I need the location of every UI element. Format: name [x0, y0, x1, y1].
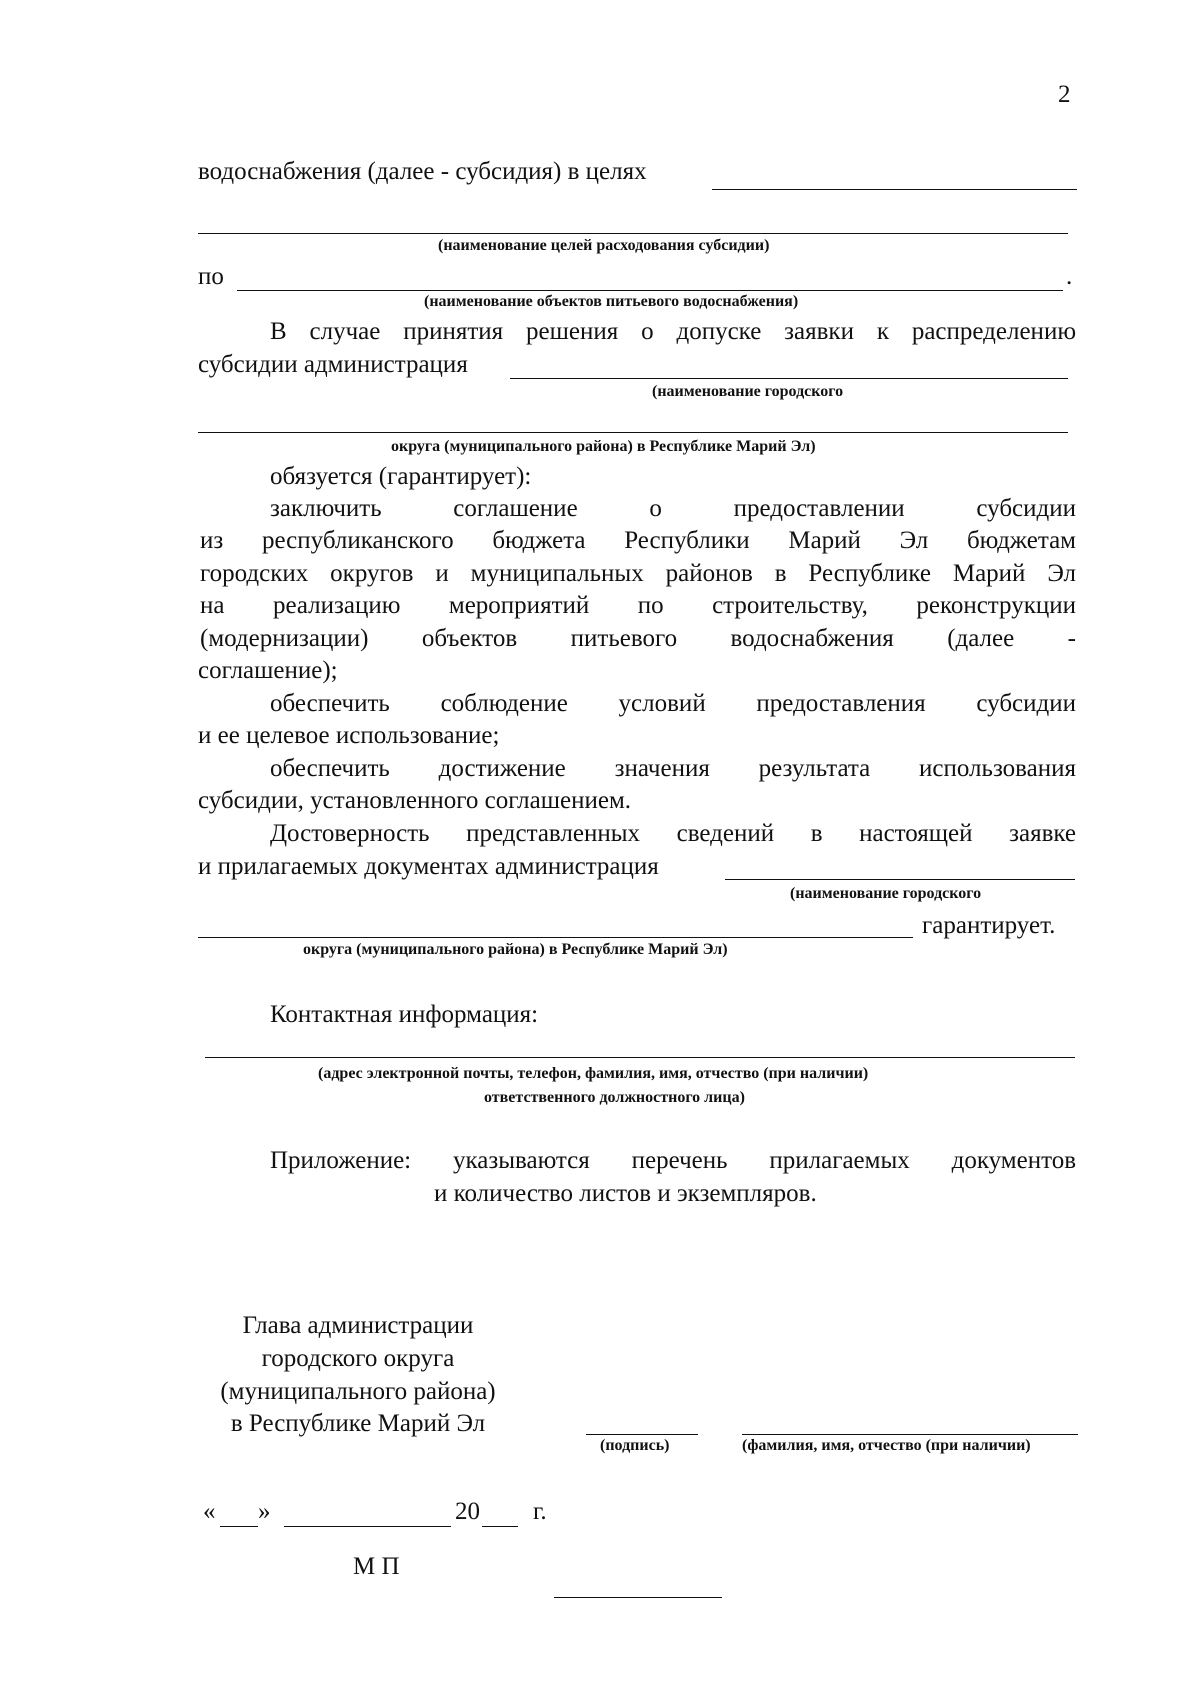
result-line-2: субсидии, установленного соглашением. — [198, 787, 632, 814]
conditions-line-2: и ее целевое использование; — [198, 722, 500, 749]
stamp-label: М П — [353, 1553, 400, 1580]
caption-district-2: округа (муниципального района) в Республике Марий Эл) — [303, 941, 728, 958]
date-month-blank — [284, 1526, 451, 1527]
administration-blank-line-4 — [198, 937, 913, 938]
bottom-separator-line — [554, 1597, 722, 1598]
guarantees-text: гарантирует. — [922, 912, 1056, 939]
conditions-line-1: обеспечить соблюдение условий предоставления субсидии — [270, 690, 1076, 717]
administration-blank-line-2 — [198, 432, 1068, 433]
objects-blank-line — [237, 290, 1063, 291]
caption-city-2: (наименование городского — [790, 885, 982, 902]
label-po: по — [198, 263, 224, 290]
agreement-line-5: (модернизации) объектов питьевого водоснабжения (далее - — [200, 625, 1076, 652]
caption-purpose: (наименование целей расходования субсидии) — [438, 237, 770, 254]
case-paragraph-line2: субсидии администрация — [198, 351, 468, 378]
caption-fio: (фамилия, имя, отчество (при наличии) — [742, 1437, 1031, 1454]
agreement-line-1: заключить соглашение о предоставлении субсидии — [270, 495, 1076, 522]
purpose-blank-line-2 — [198, 233, 1068, 234]
appendix-line-1: Приложение: указываются перечень прилагаемых документов — [270, 1147, 1076, 1174]
date-year-prefix: 20 — [455, 1498, 480, 1525]
contact-label: Контактная информация: — [270, 1001, 539, 1028]
result-line-1: обеспечить достижение значения результата использования — [270, 755, 1076, 782]
purpose-blank-line — [712, 189, 1077, 190]
agreement-line-6: соглашение); — [198, 657, 338, 684]
page-number: 2 — [1058, 81, 1071, 108]
caption-district-1: округа (муниципального района) в Республике Марий Эл) — [391, 438, 816, 455]
contact-blank-line — [205, 1057, 1075, 1058]
caption-signature: (подпись) — [600, 1437, 670, 1454]
contact-caption-line2: ответственного должностного лица) — [484, 1089, 745, 1106]
reliability-line-2: и прилагаемых документах администрация — [198, 853, 659, 880]
date-year-suffix: г. — [533, 1498, 547, 1525]
signature-blank-line — [586, 1434, 698, 1435]
appendix-line-2: и количество листов и экземпляров. — [434, 1180, 817, 1207]
purpose-line: водоснабжения (далее - субсидия) в целях — [198, 158, 647, 185]
date-year-blank — [482, 1526, 518, 1527]
signatory-line-3: (муниципального района) — [220, 1378, 496, 1405]
agreement-line-3: городских округов и муниципальных районов в Республике Марий Эл — [200, 560, 1076, 587]
signatory-line-4: в Республике Марий Эл — [230, 1410, 486, 1437]
contact-caption-line1: (адрес электронной почты, телефон, фамилия, имя, отчество (при наличии) — [318, 1065, 869, 1082]
signatory-line-1: Глава администрации — [242, 1312, 474, 1339]
reliability-line-1: Достоверность представленных сведений в настоящей заявке — [270, 820, 1076, 847]
administration-blank-line-1 — [510, 378, 1068, 379]
date-close-quote: » — [258, 1498, 271, 1525]
agreement-line-4: на реализацию мероприятий по строительству, реконструкции — [200, 592, 1076, 619]
period-after-po: . — [1066, 263, 1073, 290]
signatory-line-2: городского округа — [261, 1345, 455, 1372]
caption-objects: (наименование объектов питьевого водоснабжения) — [424, 293, 799, 310]
administration-blank-line-3 — [725, 879, 1075, 880]
caption-city-1: (наименование городского — [652, 383, 844, 400]
agreement-line-2: из республиканского бюджета Республики Марий Эл бюджетам — [200, 527, 1076, 554]
case-paragraph-line1: В случае принятия решения о допуске заявки к распределению — [270, 318, 1076, 345]
date-open-quote: « — [203, 1498, 216, 1525]
fio-blank-line — [742, 1434, 1078, 1435]
obligates-line: обязуется (гарантирует): — [270, 463, 532, 490]
date-day-blank — [220, 1526, 258, 1527]
